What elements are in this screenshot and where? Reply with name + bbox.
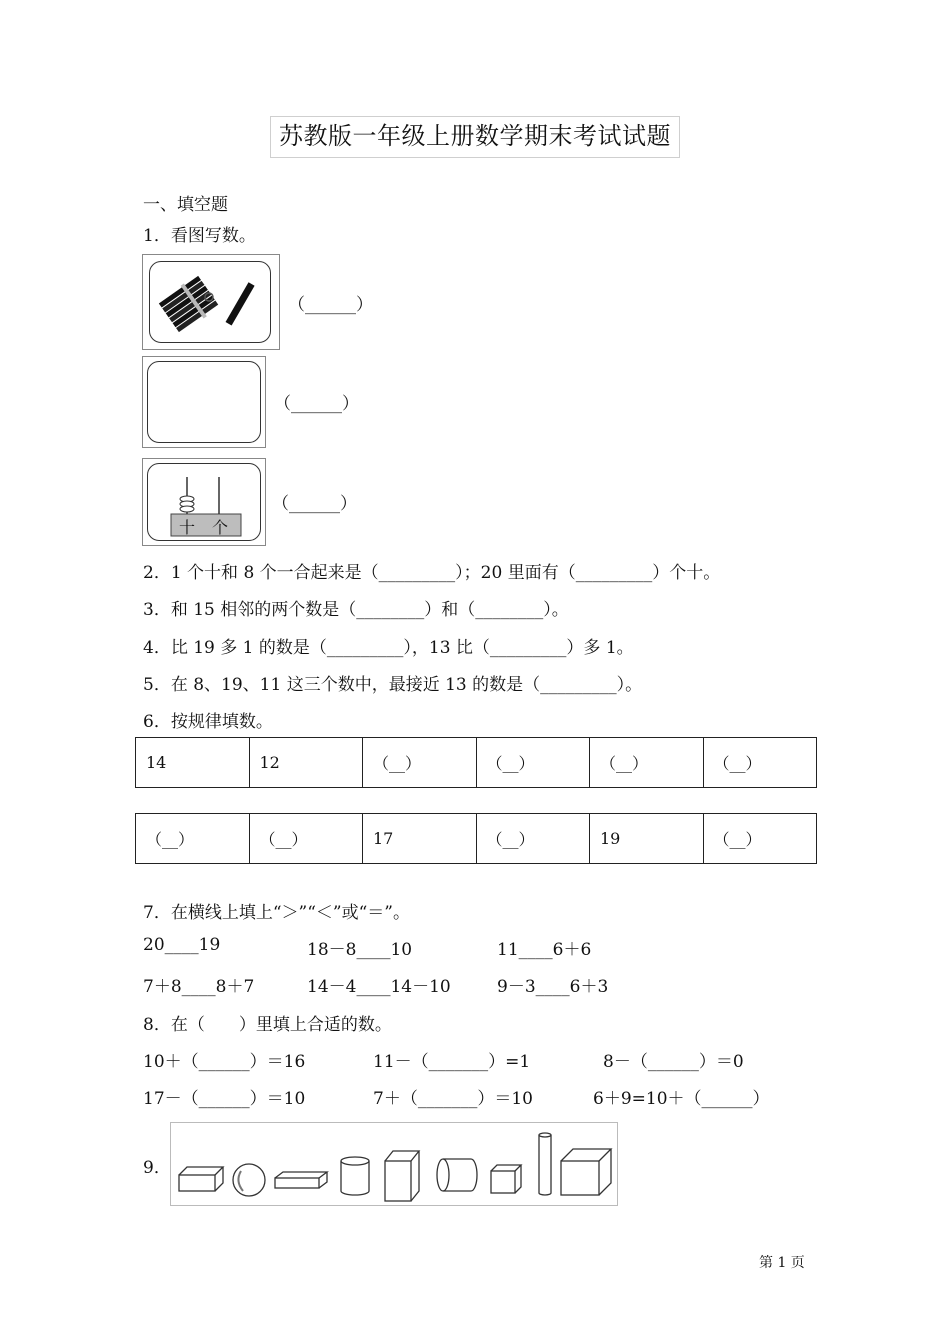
solid-shapes-picture <box>170 1122 618 1206</box>
compare-item[interactable]: 20____19 <box>143 935 221 955</box>
horizontal-cylinder-icon <box>437 1159 477 1191</box>
question-6-label: 6．按规律填数。 <box>143 712 273 732</box>
question-8-label: 8．在（ ）里填上合适的数。 <box>143 1015 392 1035</box>
abacus-icon <box>143 459 265 545</box>
table-cell[interactable]: （__） <box>590 738 704 788</box>
compare-item[interactable]: 11____6＋6 <box>497 940 592 960</box>
large-cube-icon <box>561 1149 611 1195</box>
answer-blank-2[interactable]: （______） <box>274 394 359 414</box>
table-cell[interactable]: （__） <box>476 738 590 788</box>
table-cell[interactable]: （__） <box>363 738 477 788</box>
compare-item[interactable]: 14－4____14－10 <box>307 977 451 997</box>
table-cell[interactable]: （__） <box>249 814 363 864</box>
table-cell[interactable]: （__） <box>703 738 817 788</box>
table-row <box>136 814 817 864</box>
fill-equation[interactable]: 17－（______）＝10 <box>143 1089 306 1109</box>
table-cell[interactable]: （__） <box>703 814 817 864</box>
small-cube-icon <box>491 1165 521 1193</box>
question-9-label: 9． <box>143 1158 171 1178</box>
fill-equation[interactable]: 10＋（______）＝16 <box>143 1052 306 1072</box>
flat-cuboid-icon <box>275 1172 327 1188</box>
table-cell: 14 <box>136 738 250 788</box>
fill-equation[interactable]: 7＋（_______）＝10 <box>373 1089 533 1109</box>
table-cell[interactable]: （__） <box>476 814 590 864</box>
empty-picture <box>142 356 266 448</box>
stick-bundle-icon <box>143 255 279 349</box>
question-7-label: 7．在横线上填上“＞”“＜”或“＝”。 <box>143 903 410 923</box>
tens-label: 十 <box>179 518 196 537</box>
sphere-icon <box>233 1164 265 1196</box>
tall-cuboid-icon <box>385 1151 419 1201</box>
page-title: 苏教版一年级上册数学期末考试试题 <box>270 116 680 158</box>
fill-equation[interactable]: 6＋9=10＋（______） <box>593 1089 770 1109</box>
table-cell: 17 <box>363 814 477 864</box>
question-5: 5．在 8、19、11 这三个数中，最接近 13 的数是（_________）。 <box>143 675 643 695</box>
question-4: 4．比 19 多 1 的数是（_________），13 比（_________）多 1。 <box>143 638 634 658</box>
page-number: 第 1 页 <box>759 1255 805 1271</box>
fill-equation[interactable]: 8－（______）＝0 <box>603 1052 744 1072</box>
compare-item[interactable]: 9－3____6＋3 <box>497 977 609 997</box>
table-row <box>136 738 817 788</box>
sequence-table-1 <box>135 737 817 788</box>
table-cell: 19 <box>590 814 704 864</box>
cuboid-icon <box>179 1167 223 1191</box>
ones-label: 个 <box>212 518 229 537</box>
abacus-picture <box>142 458 266 546</box>
table-cell: 12 <box>249 738 363 788</box>
compare-item[interactable]: 18－8____10 <box>307 940 413 960</box>
thin-cylinder-icon <box>539 1133 551 1195</box>
question-1-label: 1．看图写数。 <box>143 226 256 246</box>
compare-item[interactable]: 7＋8____8＋7 <box>143 977 255 997</box>
answer-blank-3[interactable]: （______） <box>272 494 357 514</box>
section-heading: 一、填空题 <box>143 195 228 215</box>
answer-blank-1[interactable]: （______） <box>288 295 373 315</box>
question-3: 3．和 15 相邻的两个数是（________）和（________）。 <box>143 600 569 620</box>
question-2: 2．1 个十和 8 个一合起来是（_________）；20 里面有（_________）个十。 <box>143 563 721 583</box>
cylinder-icon <box>341 1157 369 1195</box>
fill-equation[interactable]: 11－（_______）=1 <box>373 1052 531 1072</box>
sticks-picture <box>142 254 280 350</box>
table-cell[interactable]: （__） <box>136 814 250 864</box>
sequence-table-2 <box>135 813 817 864</box>
